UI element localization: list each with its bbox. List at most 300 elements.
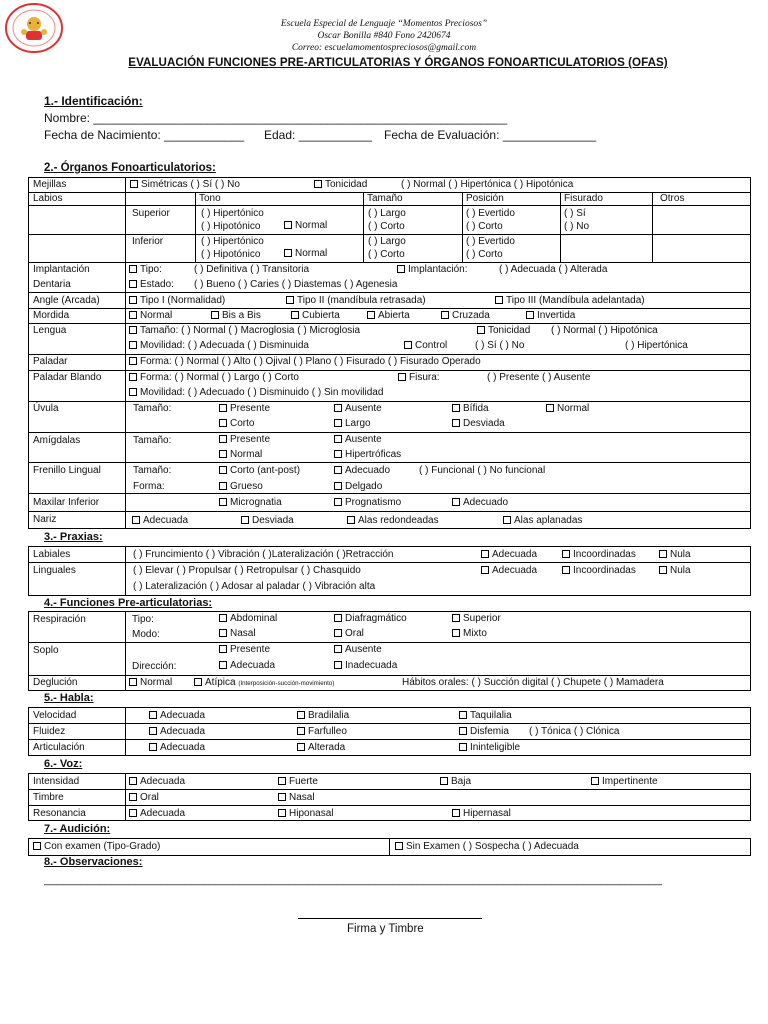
checkbox-icon [129, 311, 137, 319]
articulacion-adecuada-option[interactable] [149, 742, 205, 753]
checkbox-icon [477, 326, 485, 334]
fluidez-adecuada-label: Adecuada [160, 726, 206, 737]
articulacion-alterada-option[interactable] [297, 742, 345, 753]
velocidad-adecuada-label: Adecuada [160, 710, 206, 721]
soplo-presente-option[interactable] [219, 644, 270, 655]
maxilar-prognatismo-label: Prognatismo [345, 497, 402, 508]
section-funciones-heading: 4.- Funciones Pre-articulatorias: [44, 597, 213, 609]
labios-inf-evertido[interactable]: ( ) Evertido [466, 236, 515, 247]
row-velocidad-label: Velocidad [33, 710, 77, 721]
checkbox-icon [219, 629, 227, 637]
checkbox-icon [149, 727, 157, 735]
row-linguales-label: Linguales [33, 565, 76, 576]
checkbox-icon [495, 296, 503, 304]
linguales-nula-option[interactable] [659, 565, 691, 576]
respiracion-nasal-label: Nasal [230, 628, 256, 639]
fluidez-disfemia-label: Disfemia [470, 726, 509, 737]
uvula-desviada-label: Desviada [463, 418, 505, 429]
resonancia-hipernasal-option[interactable] [452, 808, 511, 819]
labios-sup-largo[interactable]: ( ) Largo [368, 208, 406, 219]
frenillo-corto-option[interactable] [219, 465, 300, 476]
mejillas-tonicidad-option[interactable] [314, 179, 367, 190]
uvula-corto-option[interactable] [219, 418, 254, 429]
velocidad-taquilalia-label: Taquilalia [470, 710, 512, 721]
labios-inf-normal-option[interactable] [284, 248, 327, 259]
nariz-adecuada-option[interactable] [132, 515, 188, 526]
checkbox-icon [459, 711, 467, 719]
labios-sup-corto[interactable]: ( ) Corto [368, 221, 405, 232]
checkbox-icon [219, 404, 227, 412]
row-lengua-label: Lengua [33, 325, 67, 336]
soplo-presente-label: Presente [230, 644, 271, 655]
deglucion-normal-label: Normal [140, 677, 173, 688]
nariz-adecuada-label: Adecuada [143, 515, 189, 526]
paladar-blando-forma-option[interactable] [129, 372, 299, 383]
linguales-incoordinadas-option[interactable] [562, 565, 636, 576]
habitos-orales-values: Hábitos orales: ( ) Succión digital ( ) Chupete ( ) Mamadera [402, 677, 664, 688]
nariz-desviada-label: Desviada [252, 515, 294, 526]
labios-sup-normal-option[interactable] [284, 220, 327, 231]
checkbox-icon [297, 743, 305, 751]
amigdalas-normal-label: Normal [230, 449, 263, 460]
row-paladar-label: Paladar [33, 356, 68, 367]
checkbox-icon [334, 498, 342, 506]
soplo-ausente-option[interactable] [334, 644, 382, 655]
labios-sup-pos-corto[interactable]: ( ) Corto [466, 221, 503, 232]
angle-tipo2-label: Tipo II (mandíbula retrasada) [297, 295, 426, 306]
timbre-oral-label: Oral [140, 792, 159, 803]
intensidad-baja-option[interactable] [440, 776, 471, 787]
frenillo-funcional-values: ( ) Funcional ( ) No funcional [419, 465, 546, 476]
school-header [0, 18, 768, 54]
labiales-nula-option[interactable] [659, 549, 691, 560]
audicion-sin-examen-option[interactable] [395, 841, 579, 852]
checkbox-icon [291, 311, 299, 319]
mordida-cubierta-label: Cubierta [302, 310, 340, 321]
respiracion-nasal-option[interactable] [219, 628, 256, 639]
lengua-tamano-label: Tamaño: ( ) Normal ( ) Macroglosia ( ) Microglosia [140, 325, 361, 336]
paladar-blando-movilidad-label: Movilidad: ( ) Adecuado ( ) Disminuido ( ) Sin movilidad [140, 387, 384, 398]
audicion-con-examen-label: Con examen (Tipo-Grado) [44, 841, 161, 852]
labios-inf-largo[interactable]: ( ) Largo [368, 236, 406, 247]
audicion-table [28, 838, 751, 856]
respiracion-tipo-label: Tipo: [132, 614, 154, 625]
checkbox-icon [334, 482, 342, 490]
voz-table [28, 773, 751, 821]
uvula-ausente-option[interactable] [334, 403, 382, 414]
section-voz-heading: 6.- Voz: [44, 758, 83, 770]
checkbox-icon [395, 842, 403, 850]
row-articulacion-label: Articulación [33, 742, 85, 753]
checkbox-icon [591, 777, 599, 785]
checkbox-icon [129, 341, 137, 349]
row-frenillo-label: Frenillo Lingual [33, 465, 101, 476]
row-amigdalas-label: Amígdalas [33, 435, 81, 446]
intensidad-adecuada-label: Adecuada [140, 776, 186, 787]
labios-sup-fisurado-si[interactable]: ( ) Sí [564, 208, 586, 219]
mejillas-simetricas-option[interactable] [130, 179, 240, 190]
checkbox-icon [297, 711, 305, 719]
row-fluidez-label: Fluidez [33, 726, 66, 737]
fluidez-farfulleo-option[interactable] [297, 726, 347, 737]
lengua-control-option[interactable] [404, 340, 447, 351]
respiracion-diafragmatico-option[interactable] [334, 613, 407, 624]
checkbox-icon [219, 450, 227, 458]
labios-inf-hipotonico[interactable]: ( ) Hipotónico [201, 249, 261, 260]
implantacion-impl-option[interactable] [397, 264, 467, 275]
angle-tipo1-label: Tipo I (Normalidad) [140, 295, 226, 306]
lengua-tonicidad-values: ( ) Normal ( ) Hipotónica [551, 325, 658, 336]
checkbox-icon [334, 645, 342, 653]
praxias-linguales-values1: ( ) Elevar ( ) Propulsar ( ) Retropulsar ( ) Chasquido [133, 565, 361, 576]
lengua-control-values: ( ) Sí ( ) No [475, 340, 525, 351]
checkbox-icon [334, 435, 342, 443]
checkbox-icon [219, 435, 227, 443]
row-deglucion-label: Deglución [33, 677, 78, 688]
timbre-oral-option[interactable] [129, 792, 159, 803]
lengua-tamano-option[interactable] [129, 325, 360, 336]
soplo-inadecuada-label: Inadecuada [345, 660, 398, 671]
soplo-inadecuada-option[interactable] [334, 660, 397, 671]
checkbox-icon [659, 550, 667, 558]
mordida-bisabis-option[interactable] [211, 310, 261, 321]
maxilar-micrognatia-label: Micrognatia [230, 497, 282, 508]
linguales-incoordinadas-label: Incoordinadas [573, 565, 636, 576]
checkbox-icon [219, 498, 227, 506]
checkbox-icon [129, 373, 137, 381]
checkbox-icon [452, 404, 460, 412]
checkbox-icon [149, 743, 157, 751]
respiracion-superior-label: Superior [463, 613, 501, 624]
row-resonancia-label: Resonancia [33, 808, 86, 819]
maxilar-micrognatia-option[interactable] [219, 497, 282, 508]
resonancia-adecuada-option[interactable] [129, 808, 185, 819]
uvula-normal-label: Normal [557, 403, 590, 414]
respiracion-diafragmatico-label: Diafragmático [345, 613, 407, 624]
implantacion-estado-label: Estado: [140, 279, 174, 290]
nariz-alas-aplanadas-label: Alas aplanadas [514, 515, 583, 526]
form-title: EVALUACIÓN FUNCIONES PRE-ARTICULATORIAS Y ÓRGANOS FONOARTICULATORIOS (OFAS) [128, 56, 668, 69]
checkbox-icon [129, 678, 137, 686]
labios-col-posicion: Posición [466, 193, 504, 204]
nariz-alas-aplanadas-option[interactable] [503, 515, 582, 526]
frenillo-grueso-option[interactable] [219, 481, 263, 492]
checkbox-icon [481, 566, 489, 574]
lengua-hipertonica: ( ) Hipertónica [625, 340, 688, 351]
implantacion-tipo-option[interactable] [129, 264, 162, 275]
checkbox-icon [219, 645, 227, 653]
deglucion-atipica-label: Atípica [205, 677, 236, 688]
mordida-cubierta-option[interactable] [291, 310, 340, 321]
labiales-nula-label: Nula [670, 549, 691, 560]
checkbox-icon [241, 516, 249, 524]
checkbox-icon [452, 629, 460, 637]
audicion-con-examen-option[interactable] [33, 841, 160, 852]
uvula-tamano-label: Tamaño: [133, 403, 172, 414]
checkbox-icon [219, 614, 227, 622]
section-habla-heading: 5.- Habla: [44, 692, 94, 704]
checkbox-icon [219, 482, 227, 490]
mejillas-tonicidad-values: ( ) Normal ( ) Hipertónica ( ) Hipotónica [401, 179, 574, 190]
deglucion-normal-option[interactable] [129, 677, 172, 688]
checkbox-icon [132, 516, 140, 524]
checkbox-icon [129, 265, 137, 273]
row-uvula-label: Úvula [33, 403, 59, 414]
soplo-direccion-label: Dirección: [132, 661, 177, 672]
labios-sup-normal-label: Normal [295, 220, 328, 231]
labios-col-fisurado: Fisurado [564, 193, 603, 204]
school-name: Escuela Especial de Lenguaje “Momentos Preciosos” [280, 19, 488, 29]
funciones-table [28, 611, 751, 691]
labios-col-tamano: Tamaño [367, 193, 403, 204]
checkbox-icon [297, 727, 305, 735]
checkbox-icon [347, 516, 355, 524]
checkbox-icon [398, 373, 406, 381]
row-intensidad-label: Intensidad [33, 776, 80, 787]
velocidad-bradilalia-option[interactable] [297, 710, 349, 721]
uvula-presente-label: Presente [230, 403, 271, 414]
labios-inf-corto[interactable]: ( ) Corto [368, 249, 405, 260]
paladar-forma-option[interactable] [129, 356, 481, 367]
deglucion-atipica-note: (Interposición-succión-movimiento) [238, 680, 335, 687]
intensidad-impertinente-option[interactable] [591, 776, 658, 787]
checkbox-icon [562, 566, 570, 574]
checkbox-icon [314, 180, 322, 188]
linguales-adecuada-option[interactable] [481, 565, 537, 576]
uvula-largo-label: Largo [345, 418, 371, 429]
timbre-nasal-option[interactable] [278, 792, 315, 803]
labios-sup-hipotonico[interactable]: ( ) Hipotónico [201, 221, 261, 232]
checkbox-icon [129, 388, 137, 396]
timbre-nasal-label: Nasal [289, 792, 315, 803]
checkbox-icon [194, 678, 202, 686]
row-dentaria-label: Dentaria [33, 279, 71, 290]
implantacion-impl-label: Implantación: [408, 264, 468, 275]
linguales-nula-label: Nula [670, 565, 691, 576]
labiales-incoordinadas-option[interactable] [562, 549, 636, 560]
mordida-invertida-label: Invertida [537, 310, 576, 321]
resonancia-hiponasal-option[interactable] [278, 808, 333, 819]
checkbox-icon [129, 280, 137, 288]
checkbox-icon [219, 466, 227, 474]
mordida-abierta-option[interactable] [367, 310, 410, 321]
checkbox-icon [219, 661, 227, 669]
uvula-bifida-option[interactable] [452, 403, 489, 414]
checkbox-icon [286, 296, 294, 304]
praxias-linguales-values2: ( ) Lateralización ( ) Adosar al paladar ( ) Vibración alta [133, 581, 376, 592]
checkbox-icon [219, 419, 227, 427]
checkbox-icon [459, 743, 467, 751]
checkbox-icon [334, 466, 342, 474]
labios-sup-fisurado-no[interactable]: ( ) No [564, 221, 589, 232]
articulacion-alterada-label: Alterada [308, 742, 346, 753]
intensidad-baja-label: Baja [451, 776, 472, 787]
respiracion-abdominal-option[interactable] [219, 613, 277, 624]
uvula-largo-option[interactable] [334, 418, 371, 429]
implantacion-estado-option[interactable] [129, 279, 174, 290]
respiracion-abdominal-label: Abdominal [230, 613, 278, 624]
labios-inf-normal-label: Normal [295, 248, 328, 259]
amigdalas-tamano-label: Tamaño: [133, 435, 172, 446]
labios-inf-pos-corto[interactable]: ( ) Corto [466, 249, 503, 260]
mordida-normal-label: Normal [140, 310, 173, 321]
velocidad-taquilalia-option[interactable] [459, 710, 512, 721]
paladar-blando-fisura-label: Fisura: [409, 372, 440, 383]
section-observaciones-heading: 8.- Observaciones: [44, 856, 143, 868]
checkbox-icon [129, 326, 137, 334]
checkbox-icon [334, 629, 342, 637]
checkbox-icon [334, 661, 342, 669]
frenillo-adecuado-label: Adecuado [345, 465, 391, 476]
praxias-labiales-values: ( ) Fruncimiento ( ) Vibración ( )Lateralización ( )Retracción [133, 549, 394, 560]
frenillo-forma-label: Forma: [133, 481, 165, 492]
checkbox-icon [503, 516, 511, 524]
paladar-forma-label: Forma: ( ) Normal ( ) Alto ( ) Ojival ( ) Plano ( ) Fisurado ( ) Fisurado Operado [140, 356, 481, 367]
lengua-tonicidad-option[interactable] [477, 325, 530, 336]
checkbox-icon [278, 793, 286, 801]
checkbox-icon [129, 793, 137, 801]
fecha-nacimiento-field[interactable]: Fecha de Nacimiento: ____________ [44, 128, 245, 142]
mordida-cruzada-option[interactable] [441, 310, 490, 321]
amigdalas-normal-option[interactable] [219, 449, 262, 460]
checkbox-icon [452, 419, 460, 427]
checkbox-icon [334, 419, 342, 427]
signature-line [298, 918, 482, 919]
labios-superior-label: Superior [132, 208, 170, 219]
amigdalas-presente-label: Presente [230, 434, 271, 445]
checkbox-icon [284, 221, 292, 229]
uvula-desviada-option[interactable] [452, 418, 505, 429]
nariz-alas-redondeadas-option[interactable] [347, 515, 439, 526]
respiracion-mixto-option[interactable] [452, 628, 487, 639]
section-praxias-heading: 3.- Praxias: [44, 531, 103, 543]
velocidad-adecuada-option[interactable] [149, 710, 205, 721]
audicion-sin-examen-label: Sin Examen ( ) Sospecha ( ) Adecuada [406, 841, 579, 852]
school-email: Correo: escuelamomentospreciosos@gmail.com [291, 43, 477, 53]
mejillas-simetricas-label: Simétricas ( ) Sí ( ) No [141, 179, 240, 190]
row-labios-label: Labios [33, 193, 63, 204]
checkbox-icon [334, 404, 342, 412]
checkbox-icon [440, 777, 448, 785]
articulacion-ininteligible-option[interactable] [459, 742, 520, 753]
checkbox-icon [129, 357, 137, 365]
labios-inf-hipertonico[interactable]: ( ) Hipertónico [201, 236, 264, 247]
fluidez-adecuada-option[interactable] [149, 726, 205, 737]
row-maxilar-label: Maxilar Inferior [33, 497, 100, 508]
mordida-invertida-option[interactable] [526, 310, 575, 321]
frenillo-delgado-option[interactable] [334, 481, 382, 492]
mordida-abierta-label: Abierta [378, 310, 410, 321]
angle-tipo3-option[interactable] [495, 295, 645, 306]
angle-tipo1-option[interactable] [129, 295, 225, 306]
mordida-normal-option[interactable] [129, 310, 172, 321]
maxilar-prognatismo-option[interactable] [334, 497, 401, 508]
soplo-adecuada-label: Adecuada [230, 660, 276, 671]
row-implantacion-label: Implantación [33, 264, 90, 275]
checkbox-icon [659, 566, 667, 574]
uvula-presente-option[interactable] [219, 403, 270, 414]
implantacion-tipo-values: ( ) Definitiva ( ) Transitoria [194, 264, 310, 275]
amigdalas-hipertroficas-option[interactable] [334, 449, 401, 460]
frenillo-tamano-label: Tamaño: [133, 465, 172, 476]
implantacion-impl-values: ( ) Adecuada ( ) Alterada [499, 264, 608, 275]
checkbox-icon [441, 311, 449, 319]
checkbox-icon [562, 550, 570, 558]
nariz-desviada-option[interactable] [241, 515, 294, 526]
resonancia-adecuada-label: Adecuada [140, 808, 186, 819]
maxilar-adecuado-label: Adecuado [463, 497, 509, 508]
paladar-blando-movilidad-option[interactable] [129, 387, 383, 398]
checkbox-icon [130, 180, 138, 188]
uvula-normal-option[interactable] [546, 403, 589, 414]
lengua-movilidad-label: Movilidad: ( ) Adecuada ( ) Disminuida [140, 340, 309, 351]
lengua-movilidad-option[interactable] [129, 340, 309, 351]
mordida-cruzada-label: Cruzada [452, 310, 490, 321]
observaciones-field[interactable]: _____________________________________________________________________________________________________ [44, 874, 662, 886]
checkbox-icon [452, 809, 460, 817]
labiales-adecuada-option[interactable] [481, 549, 537, 560]
respiracion-superior-option[interactable] [452, 613, 501, 624]
resonancia-hipernasal-label: Hipernasal [463, 808, 511, 819]
labios-sup-hipertonico[interactable]: ( ) Hipertónico [201, 208, 264, 219]
amigdalas-presente-option[interactable] [219, 434, 270, 445]
amigdalas-ausente-option[interactable] [334, 434, 382, 445]
checkbox-icon [397, 265, 405, 273]
checkbox-icon [404, 341, 412, 349]
checkbox-icon [459, 727, 467, 735]
implantacion-estado-values: ( ) Bueno ( ) Caries ( ) Diastemas ( ) Agenesia [194, 279, 398, 290]
row-soplo-label: Soplo [33, 645, 59, 656]
habla-table [28, 707, 751, 756]
frenillo-adecuado-option[interactable] [334, 465, 390, 476]
deglucion-atipica-option[interactable] [194, 677, 334, 689]
checkbox-icon [278, 809, 286, 817]
checkbox-icon [367, 311, 375, 319]
labios-sup-evertido[interactable]: ( ) Evertido [466, 208, 515, 219]
checkbox-icon [546, 404, 554, 412]
checkbox-icon [129, 296, 137, 304]
labios-col-tono: Tono [199, 193, 221, 204]
checkbox-icon [33, 842, 41, 850]
soplo-adecuada-option[interactable] [219, 660, 275, 671]
ofas-table [28, 177, 751, 529]
angle-tipo2-option[interactable] [286, 295, 426, 306]
mejillas-tonicidad-label: Tonicidad [325, 179, 368, 190]
fecha-evaluacion-field[interactable]: Fecha de Evaluación: ______________ [384, 128, 597, 142]
section-ofas-heading: 2.- Órganos Fonoarticulatorios: [44, 162, 216, 174]
intensidad-adecuada-option[interactable] [129, 776, 185, 787]
row-nariz-label: Nariz [33, 514, 57, 525]
fluidez-disfemia-option[interactable] [459, 726, 509, 737]
nombre-field[interactable]: Nombre: ______________________________________________________________ [44, 111, 508, 125]
paladar-blando-forma-label: Forma: ( ) Normal ( ) Largo ( ) Corto [140, 372, 299, 383]
paladar-blando-fisura-option[interactable] [398, 372, 440, 383]
respiracion-oral-option[interactable] [334, 628, 364, 639]
edad-field[interactable]: Edad: ___________ [264, 128, 373, 142]
mordida-bisabis-label: Bis a Bis [222, 310, 261, 321]
intensidad-fuerte-option[interactable] [278, 776, 318, 787]
linguales-adecuada-label: Adecuada [492, 565, 538, 576]
section-audicion-heading: 7.- Audición: [44, 823, 111, 835]
lengua-control-label: Control [415, 340, 448, 351]
checkbox-icon [211, 311, 219, 319]
lengua-tonicidad-label: Tonicidad [488, 325, 531, 336]
maxilar-adecuado-option[interactable] [452, 497, 508, 508]
articulacion-ininteligible-label: Ininteligible [470, 742, 521, 753]
resonancia-hiponasal-label: Hiponasal [289, 808, 334, 819]
amigdalas-hipertroficas-label: Hipertróficas [345, 449, 402, 460]
soplo-ausente-label: Ausente [345, 644, 382, 655]
